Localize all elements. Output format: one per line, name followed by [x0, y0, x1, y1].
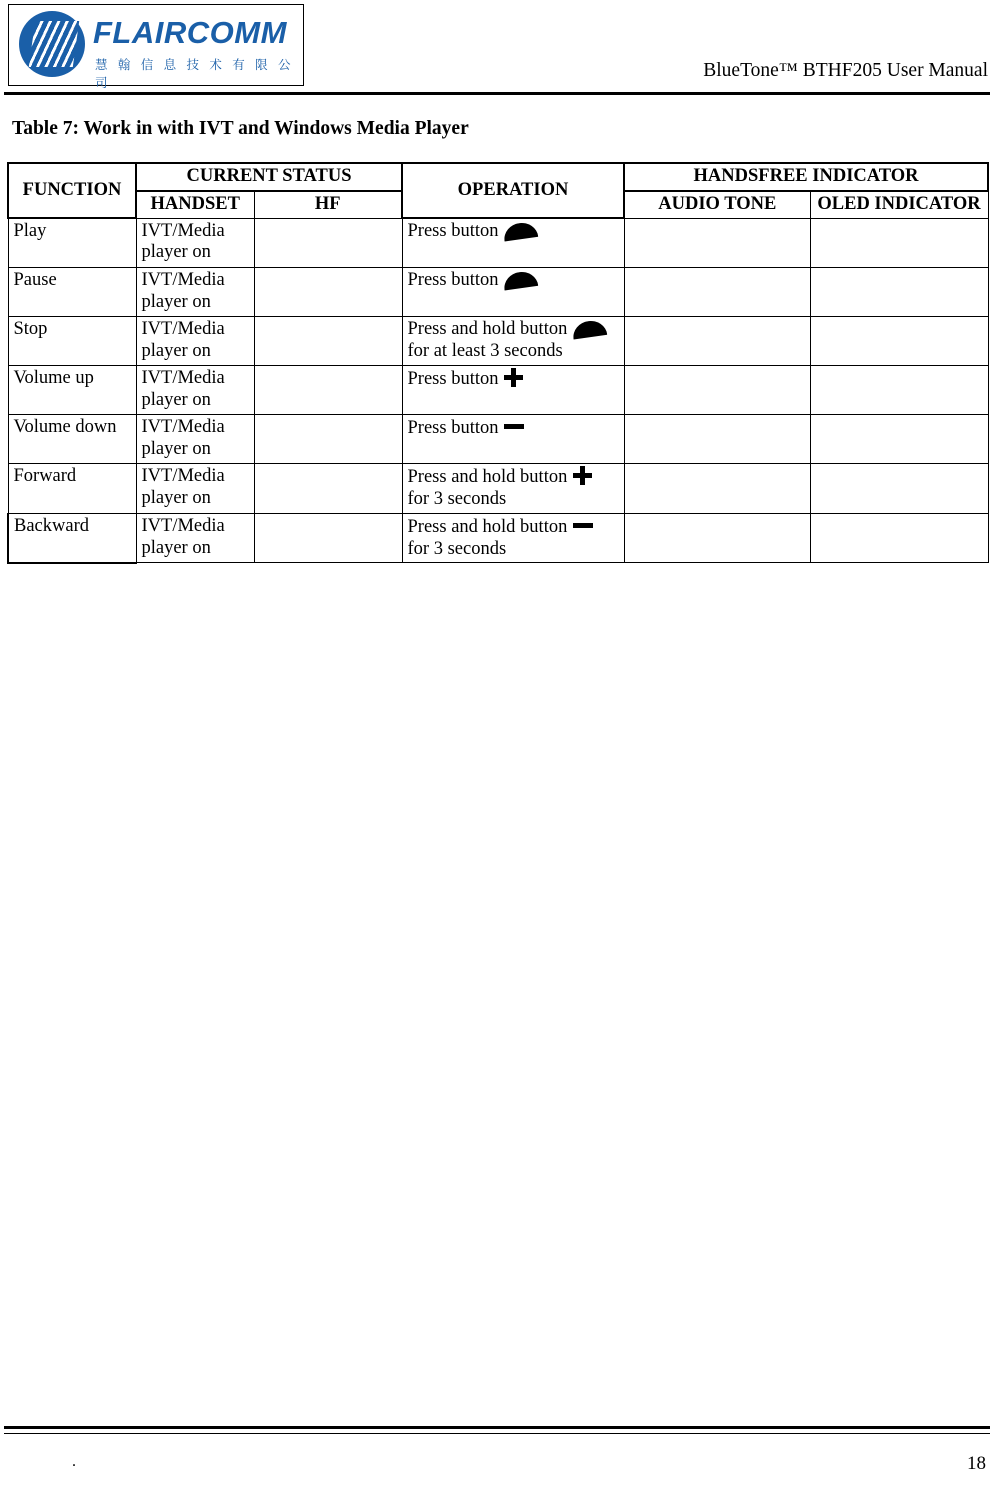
- table-row: [8, 218, 988, 268]
- operation-text-pre: Press button: [407, 221, 504, 242]
- phone-icon: [504, 272, 538, 288]
- header-operation: OPERATION: [402, 163, 624, 218]
- table-row: [8, 513, 988, 563]
- cell-audio-tone: [624, 366, 810, 415]
- cell-audio-tone: [624, 513, 810, 563]
- operations-table: [7, 162, 989, 564]
- cell-oled-indicator: [810, 317, 988, 366]
- footer-mark: .: [72, 1453, 76, 1470]
- header-current-status: CURRENT STATUS: [136, 163, 402, 191]
- cell-handset: IVT/Media player on: [136, 415, 254, 464]
- table-row: [8, 366, 988, 415]
- operation-text-post: for 3 seconds: [407, 488, 507, 509]
- cell-oled-indicator: [810, 366, 988, 415]
- cell-operation: [402, 464, 624, 514]
- operation-text-pre: Press button: [407, 418, 504, 439]
- table-row: [8, 268, 988, 317]
- cell-handset: IVT/Media player on: [136, 268, 254, 317]
- cell-operation: [402, 513, 624, 563]
- phone-icon: [573, 321, 607, 337]
- operation-text-pre: Press and hold button: [407, 319, 572, 340]
- table-caption: Table 7: Work in with IVT and Windows Media Player: [12, 118, 469, 139]
- cell-operation: [402, 218, 624, 268]
- cell-audio-tone: [624, 415, 810, 464]
- logo-wordmark: FLAIRCOMM: [93, 15, 287, 50]
- cell-operation: [402, 317, 624, 366]
- company-logo: [8, 4, 304, 90]
- header-divider: [4, 92, 990, 95]
- table-header-row-1: [8, 163, 988, 191]
- cell-handset: IVT/Media player on: [136, 366, 254, 415]
- header-oled-indicator: OLED INDICATOR: [810, 191, 988, 218]
- header-function: FUNCTION: [8, 163, 136, 218]
- page-header: [0, 0, 994, 96]
- cell-function: Play: [8, 218, 136, 268]
- cell-hf: [254, 513, 402, 563]
- cell-audio-tone: [624, 218, 810, 268]
- cell-handset: IVT/Media player on: [136, 218, 254, 268]
- cell-hf: [254, 317, 402, 366]
- header-handsfree-indicator: HANDSFREE INDICATOR: [624, 163, 988, 191]
- operation-text-pre: Press button: [407, 369, 504, 390]
- plus-icon: [504, 368, 523, 387]
- table-row: [8, 415, 988, 464]
- cell-oled-indicator: [810, 415, 988, 464]
- cell-function: Backward: [8, 513, 136, 563]
- cell-oled-indicator: [810, 218, 988, 268]
- operation-text-post: for 3 seconds: [407, 538, 507, 559]
- footer-divider-thin: [4, 1433, 990, 1434]
- cell-function: Volume up: [8, 366, 136, 415]
- operation-text-pre: Press button: [407, 270, 504, 291]
- minus-icon: [573, 516, 593, 535]
- cell-hf: [254, 268, 402, 317]
- table-row: [8, 317, 988, 366]
- cell-hf: [254, 464, 402, 514]
- cell-hf: [254, 415, 402, 464]
- cell-oled-indicator: [810, 513, 988, 563]
- header-hf: HF: [254, 191, 402, 218]
- cell-operation: [402, 366, 624, 415]
- operation-text-pre: Press and hold button: [407, 516, 572, 537]
- cell-function: Pause: [8, 268, 136, 317]
- cell-audio-tone: [624, 464, 810, 514]
- minus-icon: [504, 417, 524, 436]
- phone-icon: [504, 223, 538, 239]
- page-number: 18: [967, 1453, 986, 1474]
- cell-handset: IVT/Media player on: [136, 464, 254, 514]
- cell-hf: [254, 218, 402, 268]
- cell-audio-tone: [624, 268, 810, 317]
- table-row: [8, 464, 988, 514]
- cell-handset: IVT/Media player on: [136, 317, 254, 366]
- operation-text-pre: Press and hold button: [407, 467, 572, 488]
- cell-handset: IVT/Media player on: [136, 513, 254, 563]
- footer-divider-thick: [4, 1426, 990, 1429]
- cell-operation: [402, 415, 624, 464]
- cell-operation: [402, 268, 624, 317]
- header-audio-tone: AUDIO TONE: [624, 191, 810, 218]
- cell-function: Forward: [8, 464, 136, 514]
- cell-audio-tone: [624, 317, 810, 366]
- cell-oled-indicator: [810, 268, 988, 317]
- cell-hf: [254, 366, 402, 415]
- cell-oled-indicator: [810, 464, 988, 514]
- logo-chinese-name: 慧 翰 信 息 技 术 有 限 公 司: [95, 57, 294, 90]
- flaircomm-logo-icon: [19, 11, 85, 77]
- document-title: BlueTone™ BTHF205 User Manual: [703, 60, 988, 81]
- cell-function: Stop: [8, 317, 136, 366]
- cell-function: Volume down: [8, 415, 136, 464]
- operation-text-post: for at least 3 seconds: [407, 340, 563, 361]
- header-handset: HANDSET: [136, 191, 254, 218]
- plus-icon: [573, 466, 592, 485]
